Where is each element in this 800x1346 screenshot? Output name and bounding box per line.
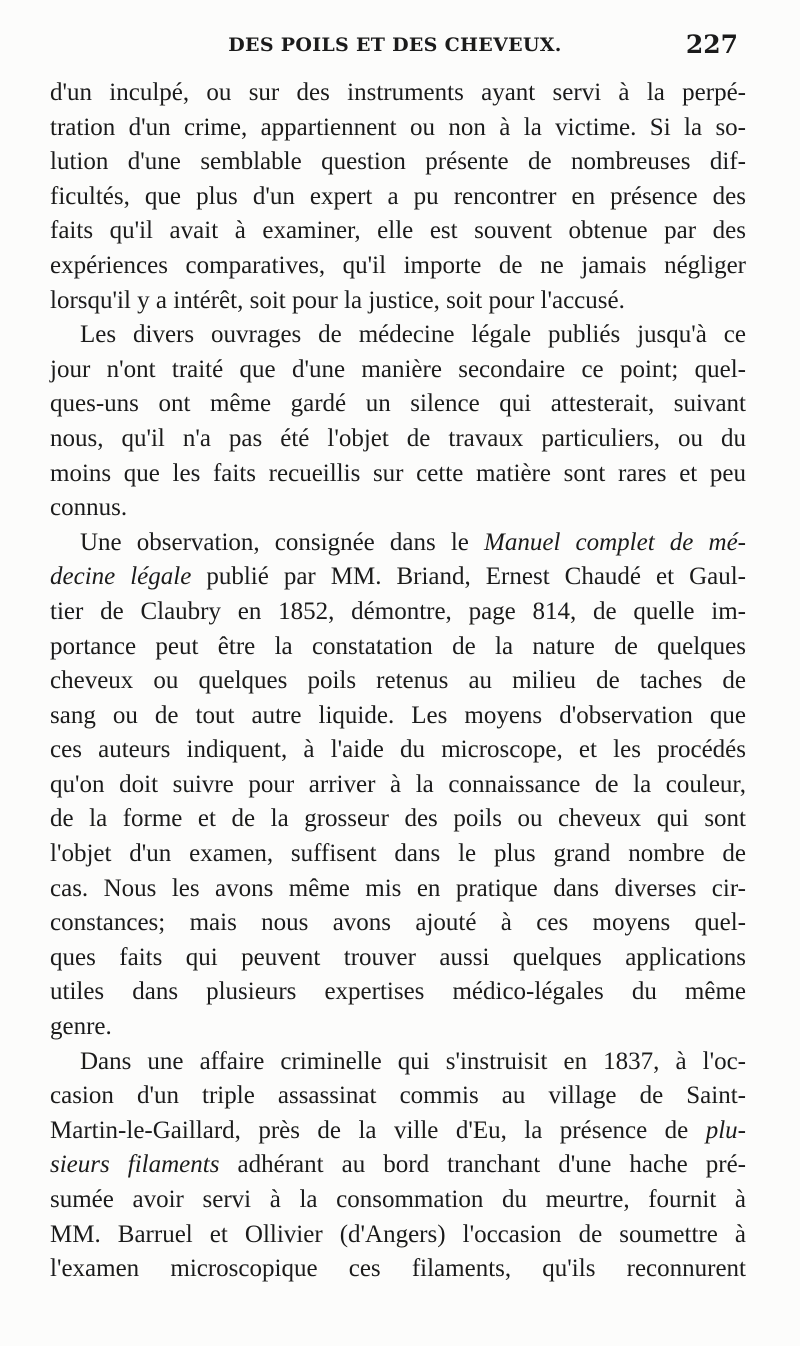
- text-line: l'examen microscopique ces filaments, qu'ils reconnurent: [50, 1255, 746, 1283]
- text-run: adhérant au bord tranchant d'une hache pré-: [219, 1151, 746, 1179]
- text-line: lorsqu'il y a intérêt, soit pour la justice, soit pour l'accusé.: [50, 286, 625, 314]
- text-line: tration d'un crime, appartiennent ou non à la victime. Si la so-: [50, 113, 746, 141]
- text-line: moins que les faits recueillis sur cette matière sont rares et peu: [50, 459, 746, 487]
- text-line: sang ou de tout autre liquide. Les moyens d'observation que: [50, 701, 746, 729]
- text-line: connus.: [50, 494, 128, 522]
- text-line: cas. Nous les avons même mis en pratique dans diverses cir-: [50, 874, 746, 902]
- text-line: tier de Claubry en 1852, démontre, page 814, de quelle im-: [50, 597, 746, 625]
- paragraph-1: [50, 76, 746, 318]
- text-run: Une observation, consignée dans le: [80, 528, 485, 556]
- text-line: d'un inculpé, ou sur des instruments ayant servi à la perpé-: [50, 79, 746, 106]
- text-run: Martin-le-Gaillard, près de la ville d'Eu, la présence de: [50, 1116, 706, 1144]
- paragraph-2: [50, 318, 746, 526]
- italic-term: sieurs filaments: [50, 1151, 220, 1179]
- paragraph-4: [50, 1045, 746, 1287]
- text-line: faits qu'il avait à examiner, elle est souvent obtenue par des: [50, 217, 746, 245]
- text-line: lution d'une semblable question présente de nombreuses dif-: [50, 148, 746, 176]
- text-line: Dans une affaire criminelle qui s'instruisit en 1837, à l'oc-: [80, 1047, 746, 1075]
- text-line: qu'on doit suivre pour arriver à la connaissance de la couleur,: [50, 770, 746, 798]
- text-line: cheveux ou quelques poils retenus au milieu de taches de: [50, 667, 746, 695]
- text-line: constances; mais nous avons ajouté à ces moyens quel-: [50, 909, 746, 937]
- text-line: ques faits qui peuvent trouver aussi quelques applications: [50, 943, 746, 971]
- text-line: de la forme et de la grosseur des poils ou cheveux qui sont: [50, 805, 746, 833]
- text-run: publié par MM. Briand, Ernest Chaudé et Gaul-: [191, 563, 746, 591]
- text-line: l'objet d'un examen, suffisent dans le plus grand nombre de: [50, 840, 746, 868]
- book-title-italic: decine légale: [50, 563, 192, 591]
- text-line: [50, 526, 746, 561]
- text-line: utiles dans plusieurs expertises médico-légales du même: [50, 978, 746, 1006]
- page-number: 227: [685, 30, 738, 59]
- text-line: jour n'ont traité que d'une manière secondaire ce point; quel-: [50, 355, 746, 383]
- text-line: [50, 1114, 746, 1149]
- text-line: [50, 1148, 746, 1183]
- running-title: DES POILS ET DES CHEVEUX.: [228, 34, 562, 56]
- text-line: ficultés, que plus d'un expert a pu rencontrer en présence des: [50, 182, 746, 210]
- text-line: portance peut être la constatation de la nature de quelques: [50, 632, 746, 660]
- text-line: sumée avoir servi à la consommation du meurtre, fournit à: [50, 1186, 746, 1213]
- body-text: [50, 76, 746, 1287]
- text-line: ques-uns ont même gardé un silence qui attesterait, suivant: [50, 390, 746, 418]
- text-line: casion d'un triple assassinat commis au village de Saint-: [50, 1082, 746, 1110]
- text-line: MM. Barruel et Ollivier (d'Angers) l'occasion de soumettre à: [50, 1220, 746, 1248]
- book-title-italic: Manuel complet de mé-: [484, 528, 747, 556]
- text-line: genre.: [50, 1013, 112, 1041]
- text-line: Les divers ouvrages de médecine légale publiés jusqu'à ce: [80, 321, 746, 349]
- paragraph-3: [50, 526, 746, 1045]
- text-line: ces auteurs indiquent, à l'aide du microscope, et les procédés: [50, 736, 746, 764]
- text-line: expériences comparatives, qu'il importe de ne jamais négliger: [50, 251, 746, 279]
- text-line: [50, 560, 746, 595]
- italic-term: plu-: [705, 1116, 746, 1144]
- page-header: [52, 30, 738, 70]
- text-line: nous, qu'il n'a pas été l'objet de travaux particuliers, ou du: [50, 424, 746, 452]
